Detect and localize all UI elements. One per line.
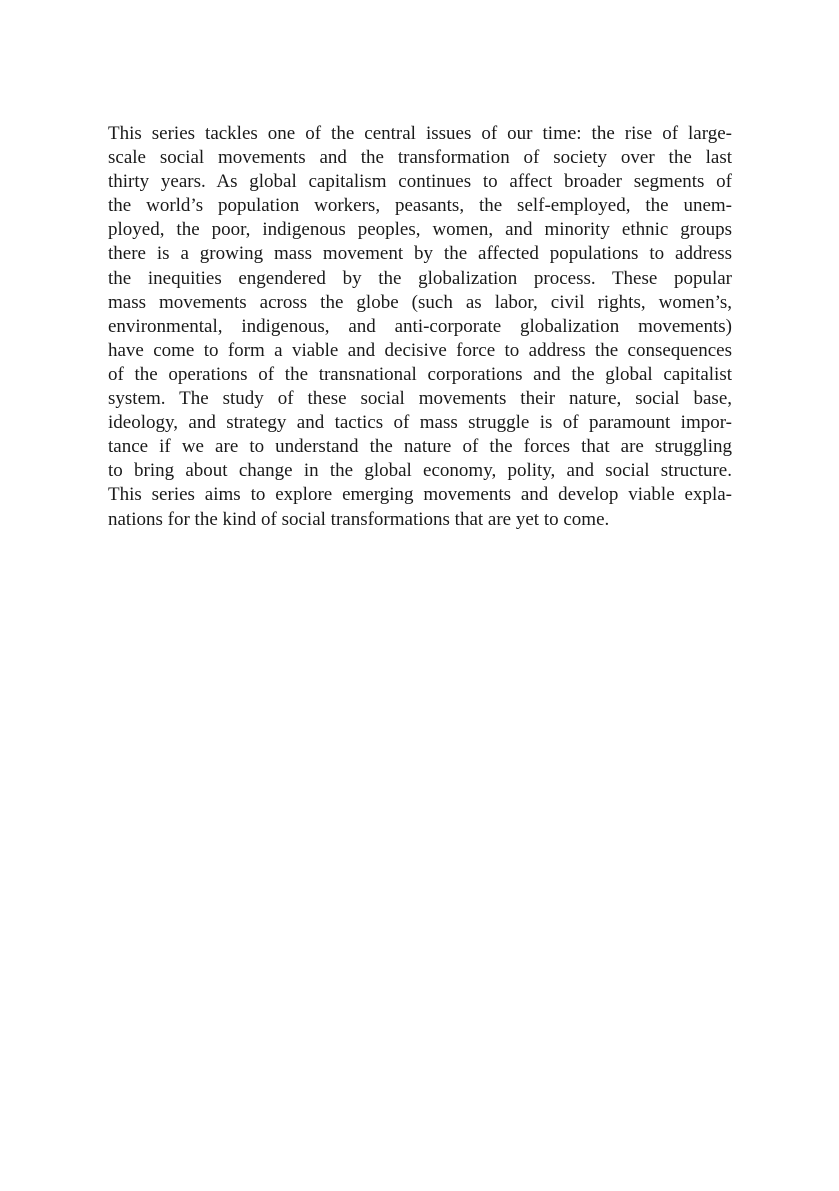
text-line: ployed, the poor, indigenous peoples, women, and minority ethnic groups — [108, 219, 732, 241]
text-line: scale social movements and the transformation of society over the last — [108, 147, 732, 169]
text-line: of the operations of the transnational corporations and the global capitalist — [108, 363, 732, 385]
text-line: thirty years. As global capitalism continues to affect broader segments of — [108, 171, 732, 193]
text-line: environmental, indigenous, and anti-corporate globalization movements) — [108, 315, 732, 337]
text-line: This series aims to explore emerging movements and develop viable expla- — [108, 484, 732, 506]
text-line: This series tackles one of the central issues of our time: the rise of large- — [108, 123, 732, 144]
text-line: system. The study of these social movements their nature, social base, — [108, 388, 732, 410]
text-line: the world’s population workers, peasants, the self-employed, the unem- — [108, 195, 732, 217]
text-line: to bring about change in the global economy, polity, and social structure. — [108, 460, 732, 482]
text-line: the inequities engendered by the globalization process. These popular — [108, 267, 732, 289]
text-line: mass movements across the globe (such as labor, civil rights, women’s, — [108, 291, 732, 313]
series-description-paragraph — [108, 122, 732, 532]
text-line: have come to form a viable and decisive force to address the consequences — [108, 339, 732, 361]
text-line: nations for the kind of social transformations that are yet to come. — [108, 508, 610, 530]
text-line: tance if we are to understand the nature of the forces that are struggling — [108, 436, 732, 458]
text-line: there is a growing mass movement by the affected populations to address — [108, 243, 732, 265]
text-line: ideology, and strategy and tactics of mass struggle is of paramount impor- — [108, 412, 732, 434]
